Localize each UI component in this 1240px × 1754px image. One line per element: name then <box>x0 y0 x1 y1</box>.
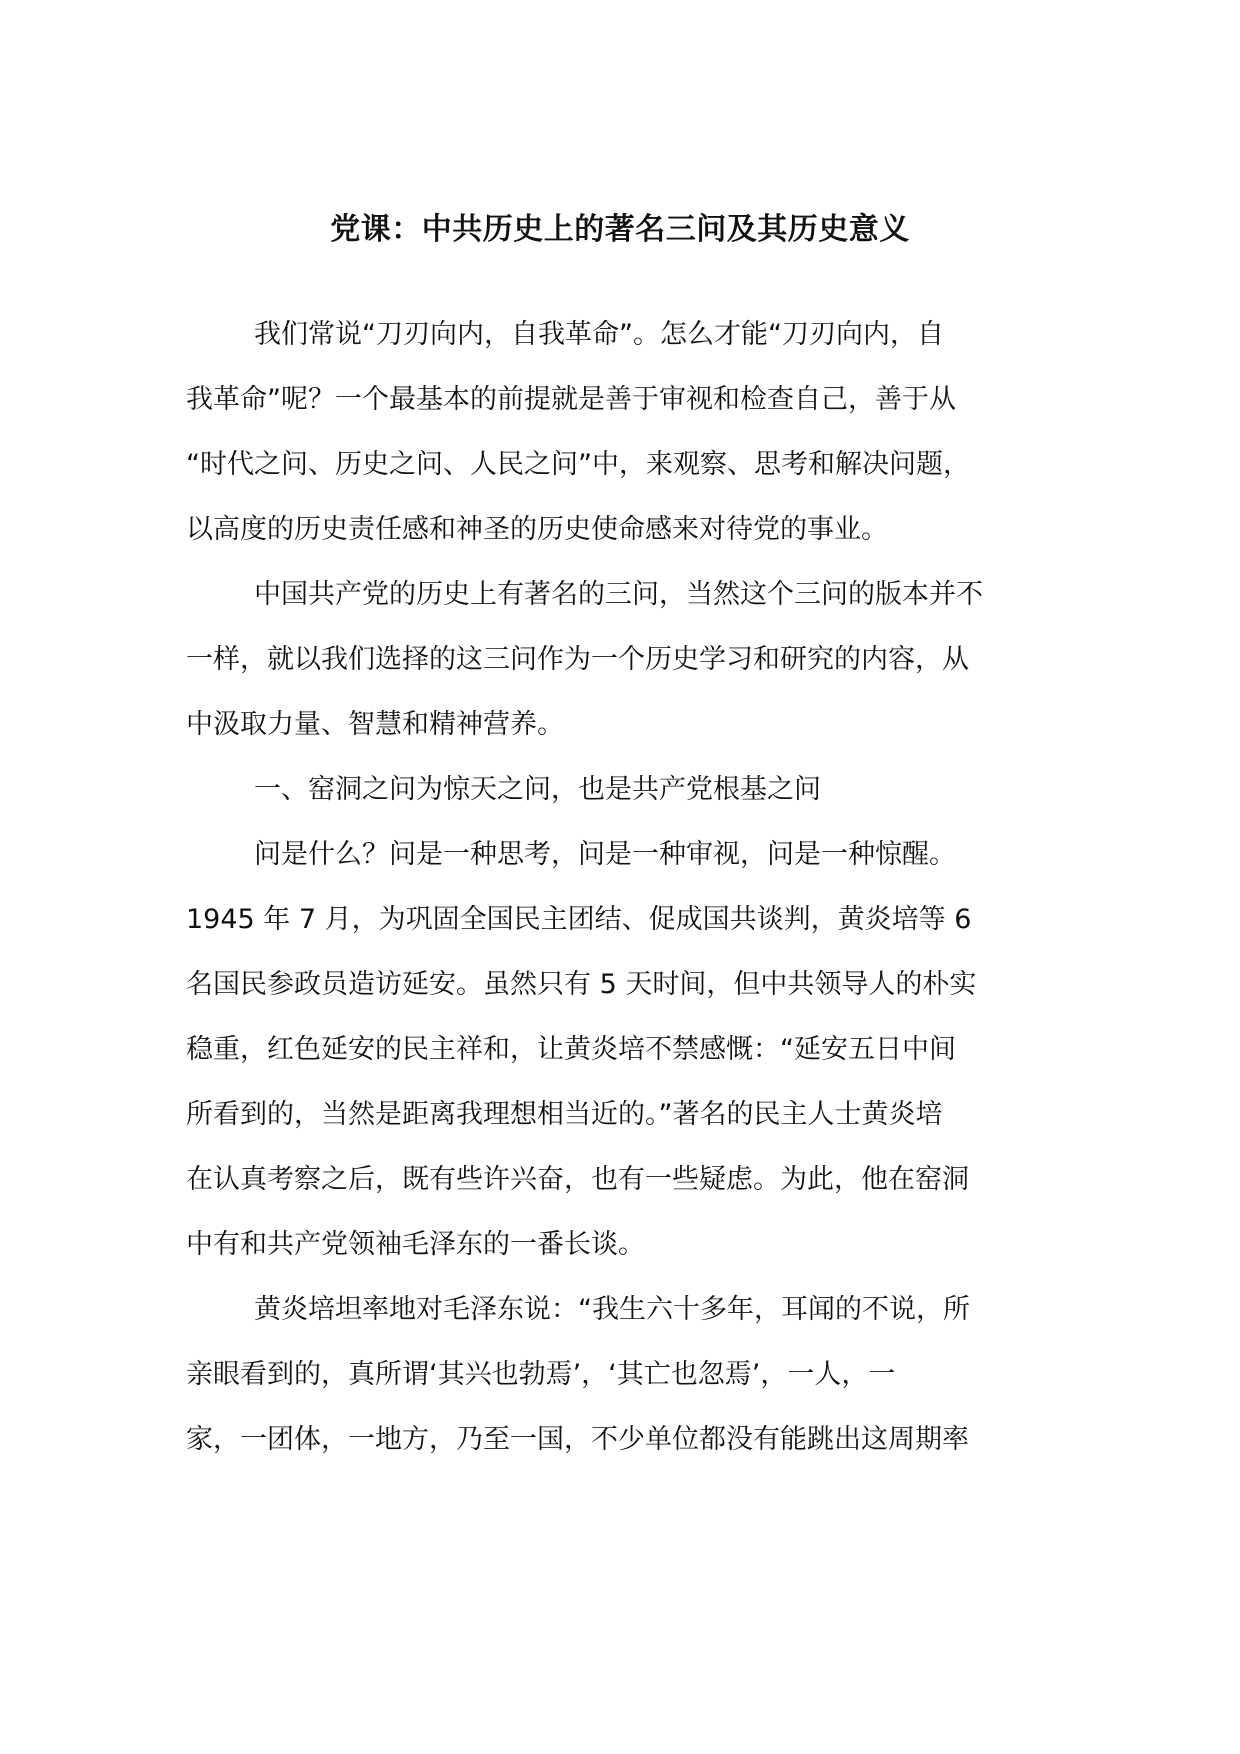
text-line: 名国民参政员造访延安。虽然只有 5 天时间，但中共领导人的朴实 <box>186 969 977 1000</box>
text-line: 问是什么？问是一种思考，问是一种审视，问是一种惊醒。 <box>254 839 956 870</box>
text-line: 1945 年 7 月，为巩固全国民主团结、促成国共谈判，黄炎培等 6 <box>186 904 972 935</box>
section-heading-cave-question <box>186 757 1066 822</box>
document-body <box>186 302 1066 1472</box>
text-line: 中汲取力量、智慧和精神营养。 <box>186 709 564 740</box>
paragraph-huang-yanpei-quote <box>186 1277 1066 1472</box>
section-heading: 一、窑洞之问为惊天之问，也是共产党根基之问 <box>254 774 821 805</box>
text-line: 中有和共产党领袖毛泽东的一番长谈。 <box>186 1229 645 1260</box>
document-title: 党课：中共历史上的著名三问及其历史意义 <box>330 212 910 247</box>
paragraph-self-revolution <box>186 302 1066 562</box>
text-line: 亲眼看到的，真所谓‘其兴也勃焉’，‘其亡也忽焉’，一人，一 <box>186 1359 896 1390</box>
text-line: 一样，就以我们选择的这三问作为一个历史学习和研究的内容，从 <box>186 644 969 675</box>
paragraph-three-questions <box>186 562 1066 757</box>
text-line: 黄炎培坦率地对毛泽东说：“我生六十多年，耳闻的不说，所 <box>254 1294 970 1325</box>
text-line: 以高度的历史责任感和神圣的历史使命感来对待党的事业。 <box>186 514 888 545</box>
text-line: 家，一团体，一地方，乃至一国，不少单位都没有能跳出这周期率 <box>186 1424 969 1455</box>
text-line: 我们常说“刀刃向内，自我革命”。怎么才能“刀刃向内，自 <box>254 319 944 350</box>
text-line: 在认真考察之后，既有些许兴奋，也有一些疑虑。为此，他在窑洞 <box>186 1164 969 1195</box>
paragraph-yanan-visit <box>186 822 1066 1277</box>
text-line: 所看到的，当然是距离我理想相当近的。”著名的民主人士黄炎培 <box>186 1099 943 1130</box>
text-line: 中国共产党的历史上有著名的三问，当然这个三问的版本并不 <box>254 579 983 610</box>
text-line: “时代之问、历史之问、人民之问”中，来观察、思考和解决问题， <box>186 449 970 480</box>
text-line: 稳重，红色延安的民主祥和，让黄炎培不禁感慨：“延安五日中间 <box>186 1034 956 1065</box>
text-line: 我革命”呢？一个最基本的前提就是善于审视和检查自己，善于从 <box>186 384 956 415</box>
